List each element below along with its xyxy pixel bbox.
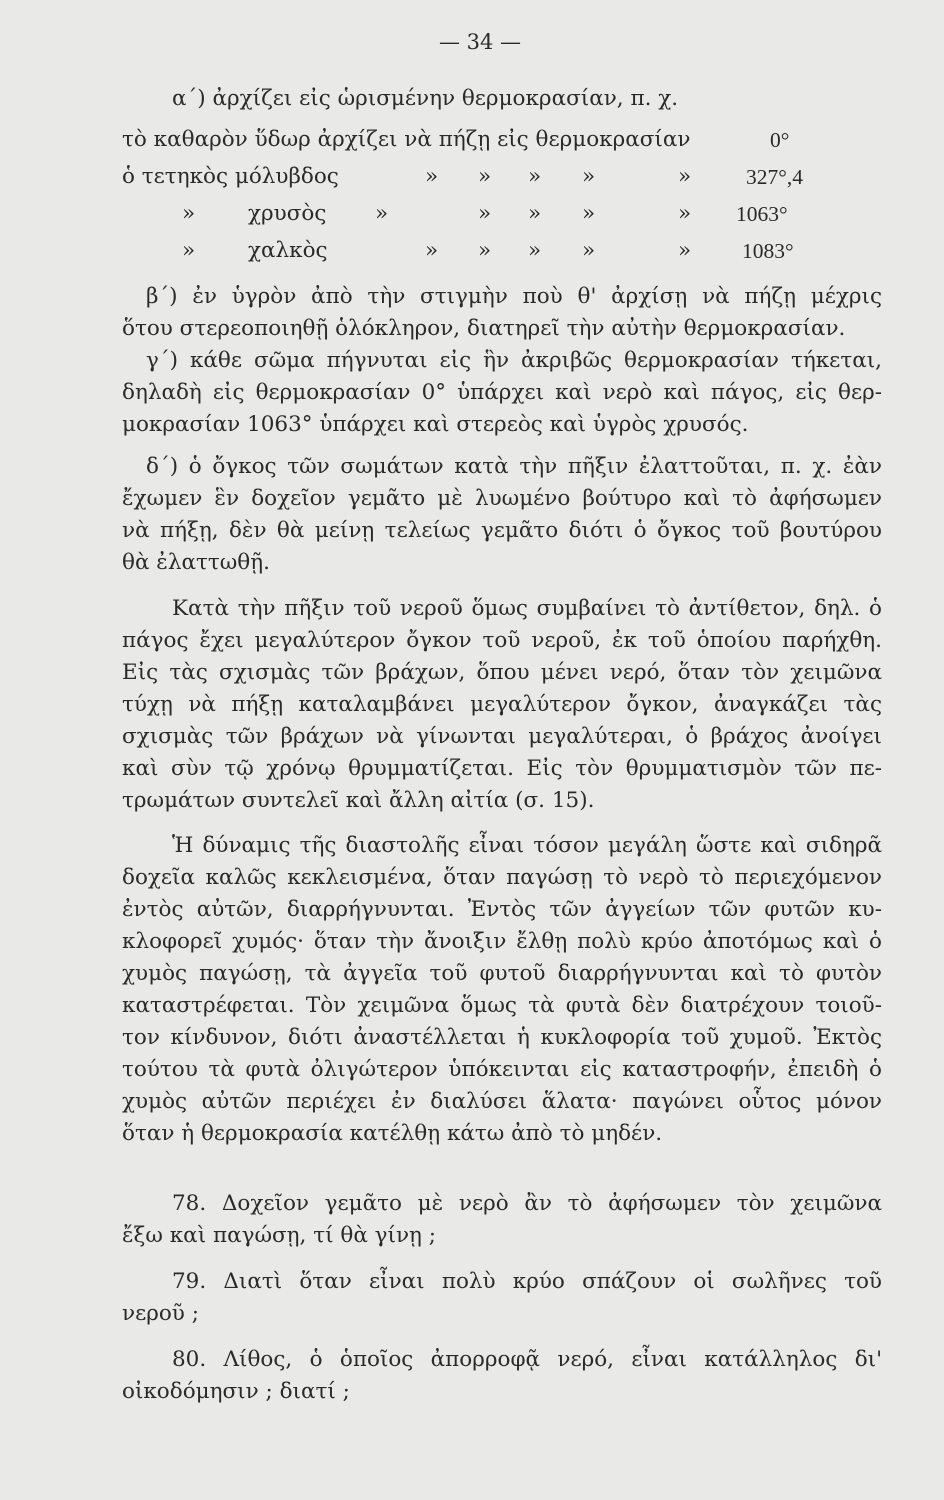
exercise-78: 78. Δοχεῖον γεμᾶτο μὲ νερὸ ἂν τὸ ἀφήσωμεν τὸν χειμῶνα bbox=[172, 1191, 882, 1216]
ditto-mark: » bbox=[678, 164, 692, 189]
page-number: — 34 — bbox=[438, 30, 522, 54]
ditto-mark: » bbox=[425, 238, 439, 263]
text-line: καταστρέφεται. Τὸν χειμῶνα ὅμως τὰ φυτὰ δὲν διατρέχουν τοιοῦ- bbox=[122, 993, 882, 1018]
ditto-mark: » bbox=[425, 164, 439, 189]
text-line: χυμὸς παγώσῃ, τὰ ἀγγεῖα τοῦ φυτοῦ διαρρήγνυνται καὶ τὸ φυτὸν bbox=[122, 961, 882, 986]
text-line: τύχῃ νὰ πήξῃ καταλαμβάνει μεγαλύτερον ὄγκον, ἀναγκάζει τὰς bbox=[122, 692, 882, 717]
text-line: οἰκοδόμησιν ; διατί ; bbox=[122, 1379, 350, 1404]
text-line: ἐντὸς αὐτῶν, διαρρήγνυνται. Ἐντὸς τῶν ἀγγείων τῶν φυτῶν κυ- bbox=[122, 897, 882, 922]
table-row-name: χαλκὸς bbox=[248, 238, 328, 263]
water-value: 0° bbox=[770, 128, 790, 152]
table-intro: τὸ καθαρὸν ὕδωρ ἀρχίζει νὰ πήζῃ εἰς θερμοκρασίαν bbox=[122, 127, 691, 152]
text-line: νεροῦ ; bbox=[122, 1301, 199, 1326]
text-line: δηλαδὴ εἰς θερμοκρασίαν 0° ὑπάρχει καὶ νερὸ καὶ πάγος, εἰς θερ- bbox=[122, 380, 882, 405]
text-line: ὅτου στερεοποιηθῇ ὁλόκληρον, διατηρεῖ τὴν αὐτὴν θερμοκρασίαν. bbox=[122, 316, 846, 341]
ditto-mark: » bbox=[528, 164, 542, 189]
exercise-80: 80. Λίθος, ὁ ὁποῖος ἀπορροφᾷ νερό, εἶναι κατάλληλος δι' bbox=[172, 1347, 882, 1372]
text-line: πάγος ἔχει μεγαλύτερον ὄγκον τοῦ νεροῦ, ἐκ τοῦ ὁποίου παρήχθη. bbox=[122, 628, 882, 653]
table-row-name: χρυσὸς bbox=[248, 201, 327, 226]
ditto-mark: » bbox=[478, 201, 492, 226]
table-row-value: 1083° bbox=[742, 239, 794, 263]
ditto-mark: » bbox=[478, 164, 492, 189]
text-line: Εἰς τὰς σχισμὰς τῶν βράχων, ὅπου μένει νερό, ὅταν τὸν χειμῶνα bbox=[122, 660, 882, 685]
exercise-79: 79. Διατὶ ὅταν εἶναι πολὺ κρύο σπάζουν οἱ σωλῆνες τοῦ bbox=[172, 1269, 882, 1294]
text-line: ἔξω καὶ παγώσῃ, τί θὰ γίνῃ ; bbox=[122, 1223, 436, 1248]
ditto-mark: » bbox=[182, 238, 196, 263]
ditto-mark: » bbox=[528, 238, 542, 263]
ditto-mark: » bbox=[582, 201, 596, 226]
table-row-value: 1063° bbox=[736, 202, 788, 226]
text-line: β΄) ἐν ὑγρὸν ἀπὸ τὴν στιγμὴν ποὺ θ' ἀρχίσῃ νὰ πήζῃ μέχρις bbox=[146, 284, 882, 309]
text-line: τον κίνδυνον, διότι ἀναστέλλεται ἡ κυκλοφορία τοῦ χυμοῦ. Ἐκτὸς bbox=[122, 1025, 882, 1050]
table-row-name: ὁ τετηκὸς μόλυβδος bbox=[122, 164, 339, 189]
text-line: καὶ σὺν τῷ χρόνῳ θρυμματίζεται. Εἰς τὸν θρυμματισμὸν τῶν πε- bbox=[122, 756, 882, 781]
ditto-mark: » bbox=[478, 238, 492, 263]
ditto-mark: » bbox=[678, 201, 692, 226]
text-line: σχισμὰς τῶν βράχων νὰ γίνωνται μεγαλύτεραι, ὁ βράχος ἀνοίγει bbox=[122, 724, 882, 749]
text-line: τούτου τὰ φυτὰ ὀλιγώτερον ὑπόκεινται εἰς καταστροφήν, ἐπειδὴ ὁ bbox=[122, 1057, 882, 1082]
text-line: θὰ ἐλαττωθῇ. bbox=[122, 550, 270, 575]
text-line: δ΄) ὁ ὄγκος τῶν σωμάτων κατὰ τὴν πῆξιν ἐλαττοῦται, π. χ. ἐὰν bbox=[146, 454, 882, 479]
ditto-mark: » bbox=[528, 201, 542, 226]
text-line: Ἡ δύναμις τῆς διαστολῆς εἶναι τόσον μεγάλη ὥστε καὶ σιδηρᾶ bbox=[172, 833, 882, 858]
ditto-mark: » bbox=[678, 238, 692, 263]
ditto-mark: » bbox=[375, 201, 389, 226]
text-line: χυμὸς αὐτῶν περιέχει ἐν διαλύσει ἅλατα· παγώνει οὗτος μόνον bbox=[122, 1089, 882, 1114]
ditto-mark: » bbox=[182, 201, 196, 226]
text-line: Κατὰ τὴν πῆξιν τοῦ νεροῦ ὅμως συμβαίνει τὸ ἀντίθετον, δηλ. ὁ bbox=[172, 596, 882, 621]
text-line: νὰ πήξῃ, δὲν θὰ μείνῃ τελείως γεμᾶτο διότι ὁ ὄγκος τοῦ βουτύρου bbox=[122, 518, 882, 543]
item-alpha: α΄) ἀρχίζει εἰς ὡρισμένην θερμοκρασίαν, π. χ. bbox=[172, 86, 679, 111]
text-line: ὅταν ἡ θερμοκρασία κατέλθῃ κάτω ἀπὸ τὸ μηδέν. bbox=[122, 1121, 663, 1146]
ditto-mark: » bbox=[582, 164, 596, 189]
text-line: ἔχωμεν ἓν δοχεῖον γεμᾶτο μὲ λυωμένο βούτυρο καὶ τὸ ἀφήσωμεν bbox=[122, 486, 882, 511]
text-line: μοκρασίαν 1063° ὑπάρχει καὶ στερεὸς καὶ ὑγρὸς χρυσός. bbox=[122, 412, 749, 437]
table-row-value: 327°,4 bbox=[746, 165, 803, 189]
text-line: κλοφορεῖ χυμός· ὅταν τὴν ἄνοιξιν ἔλθῃ πολὺ κρύο ἀποτόμως καὶ ὁ bbox=[122, 929, 882, 954]
text-line: τρωμάτων συντελεῖ καὶ ἄλλη αἰτία (σ. 15). bbox=[122, 788, 595, 813]
text-line: γ΄) κάθε σῶμα πήγνυται εἰς ἣν ἀκριβῶς θερμοκρασίαν τήκεται, bbox=[146, 348, 882, 373]
text-line: δοχεῖα καλῶς κεκλεισμένα, ὅταν παγώσῃ τὸ νερὸ τὸ περιεχόμενον bbox=[122, 865, 882, 890]
ditto-mark: » bbox=[582, 238, 596, 263]
